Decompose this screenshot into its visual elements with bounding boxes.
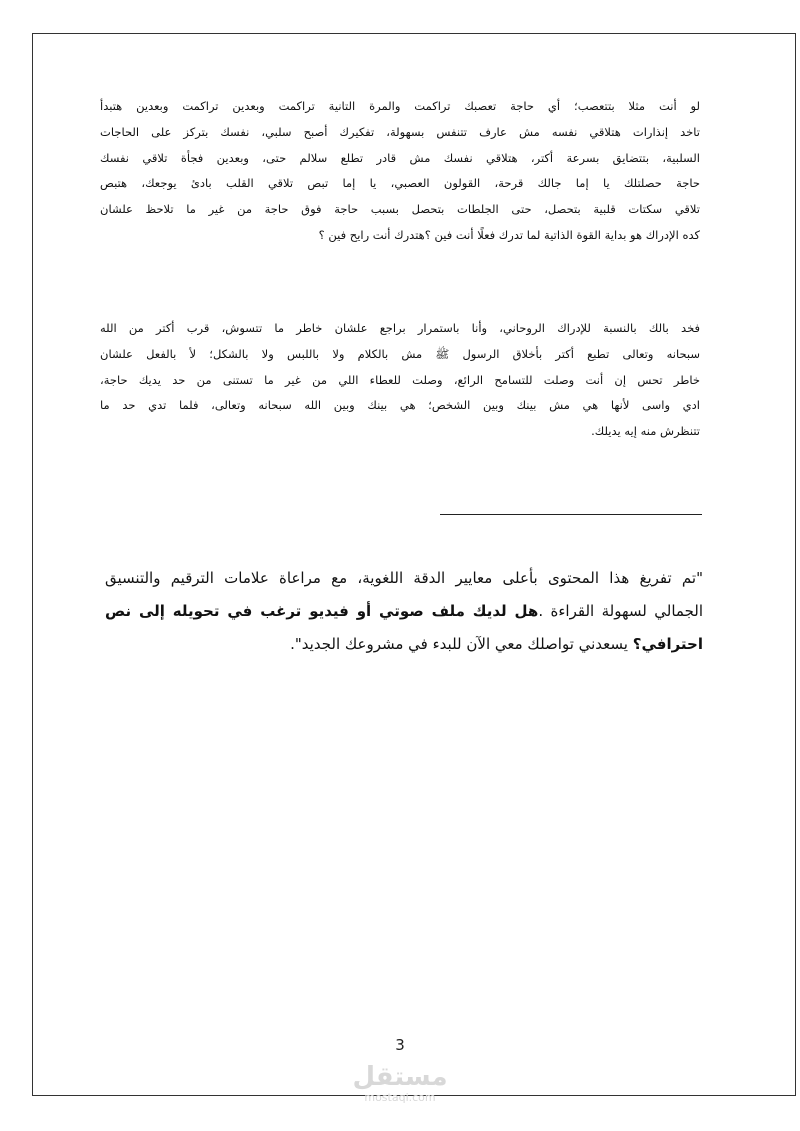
separator-line [440,514,702,515]
note-plain-text: يسعدني تواصلك معي الآن للبدء في مشروعك الجديد". [290,635,633,653]
text-line [105,595,703,628]
text-line: ادي واسى لأنها هي مش بينك وبين الشخص؛ هي بينك وبين الله سبحانه وتعالى، فلما تدي حد ما [100,398,700,413]
text-line: السلبية، بتتضايق بسرعة أكتر، هتلاقي نفسك مش قادر تطلع سلالم حتى، وبعدين فجأة تلاقي نفسك [100,150,700,165]
text-line: خاطر تحس إن أنت وصلت للتسامح الرائع، وصلت للعطاء اللي من غير ما تستنى من حد يديك حاجة، [100,372,700,387]
text-line: كده الإدراك هو بداية القوة الذاتية لما تدرك فعلًا أنت فين ؟هتدرك أنت رايح فين ؟ [318,227,700,242]
paragraph-2 [100,316,700,445]
watermark-arabic: مستقل [352,1062,448,1092]
page-number: 3 [395,1036,405,1054]
text-line: سبحانه وتعالى تطبع أكتر بأخلاق الرسول ﷺ مش بالكلام ولا باللبس ولا بالشكل؛ لأ بالفعل علشان [100,346,700,361]
note-bold-text: احترافي؟ [632,635,703,653]
note-plain-text: الجمالي لسهولة القراءة . [538,602,703,620]
text-line: تاخد إنذارات هتلاقي نفسه مش عارف تتنفس بسهولة، تفكيرك أصبح سلبي، نفسك بتركز على الحاجات [100,124,700,139]
transcription-note [105,562,703,661]
text-line: لو أنت مثلا بتتعصب؛ أي حاجة تعصبك تراكمت والمرة التانية تراكمت وبعدين تراكمت وبعدين هتبدأ [100,99,700,113]
text-line: حاجة حصلتلك يا إما جالك قرحة، القولون العصبي، يا إما تبص تلاقي القلب بادئ يوجعك، هتبص [100,176,700,191]
text-line: تلاقي سكتات قلبية بتحصل، حتى الجلطات بتحصل بسبب حاجة فوق حاجة من غير ما تلاحظ علشان [100,202,700,217]
watermark-logo [350,1062,450,1104]
note-bold-text: هل لديك ملف صوتي أو فيديو ترغب في تحويله إلى نص [105,602,539,620]
text-line [105,628,703,661]
text-line: فخد بالك بالنسبة للإدراك الروحاني، وأنا باستمرار براجع علشان خاطر ما تتسوش، قرب أكتر من الله [100,321,700,335]
watermark-latin: mostaqi.com [364,1091,436,1104]
text-line: "تم تفريغ هذا المحتوى بأعلى معايير الدقة اللغوية، مع مراعاة علامات الترقيم والتنسيق [105,569,703,587]
text-line: تتنظرش منه إيه يديلك. [591,424,700,439]
paragraph-1 [100,94,700,249]
